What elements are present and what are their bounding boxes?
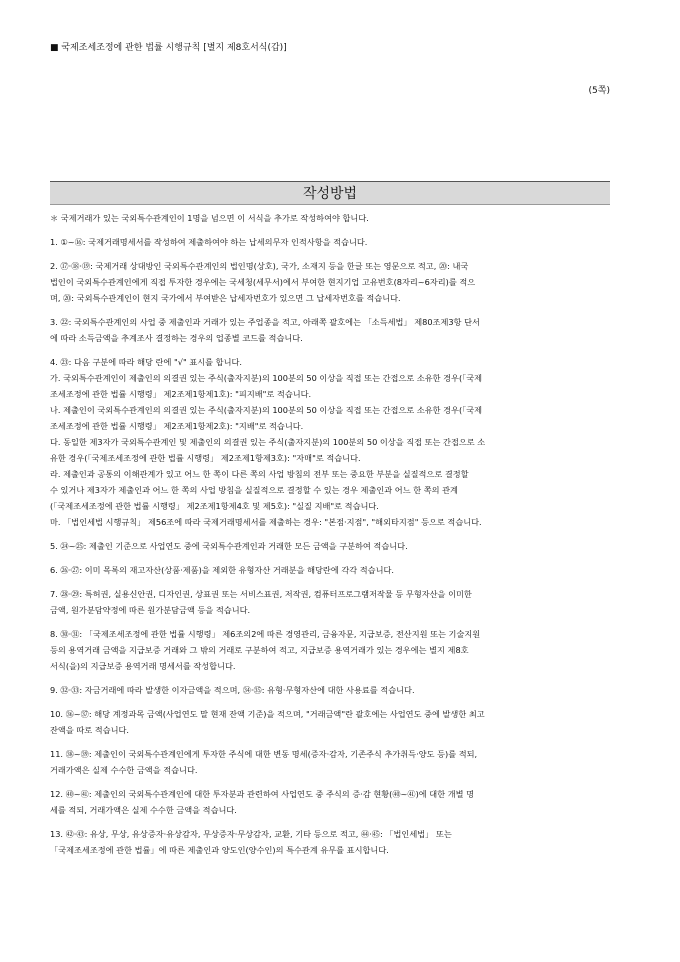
- form-header: ■ 국제조세조정에 관한 법률 시행규칙 [별지 제8호서식(갑)]: [50, 43, 287, 53]
- section-title: 작성방법: [302, 186, 358, 202]
- instruction-line: 13. ㊷·㊸: 유상, 무상, 유상증자·유상감자, 무상증자·무상감자, 교환, 기타 등으로 적고, ㊹·㊺: 「법인세법」 또는: [50, 829, 452, 839]
- instruction-line: 거래가액은 실제 수수한 금액을 적습니다.: [50, 765, 198, 775]
- instruction-item: [50, 682, 605, 698]
- instruction-line: 수 있거나 제3자가 제출인과 어느 한 쪽의 사업 방침을 실질적으로 결정할 수 있는 경우 제출인과 어느 한 쪽의 관계: [50, 485, 458, 495]
- instruction-line: 며, ⑳: 국외특수관계인이 현지 국가에서 부여받은 납세자번호가 있으면 그 납세자번호를 적습니다.: [50, 293, 401, 303]
- instruction-line: 잔액을 따로 적습니다.: [50, 725, 129, 735]
- instruction-line: 4. ㉓: 다음 구분에 따라 해당 란에 "√" 표시를 합니다.: [50, 357, 242, 367]
- instruction-line: (「국제조세조정에 관한 법률 시행령」 제2조제1항제4호 및 제5호): "실질 지배"로 적습니다.: [50, 501, 379, 511]
- instruction-line: 라. 제출인과 공통의 이해관계가 있고 어느 한 쪽이 다른 쪽의 사업 방침의 전부 또는 중요한 부분을 실질적으로 결정할: [50, 469, 469, 479]
- instruction-line: 등의 용역거래 금액을 지급보증 거래와 그 밖의 거래로 구분하여 적고, 지급보증 용역거래가 있는 경우에는 별지 제8호: [50, 645, 469, 655]
- instruction-item: [50, 354, 605, 530]
- page-number: (5쪽): [588, 86, 610, 96]
- instructions-body: [50, 210, 605, 858]
- instruction-line: 나. 제출인이 국외특수관계인의 의결권 있는 주식(출자지분)의 100분의 50 이상을 직접 또는 간접으로 소유한 경우(「국제: [50, 405, 483, 415]
- instruction-line: 가. 국외특수관계인이 제출인의 의결권 있는 주식(출자지분)의 100분의 50 이상을 직접 또는 간접으로 소유한 경우(「국제: [50, 373, 483, 383]
- instruction-item: [50, 258, 605, 306]
- instruction-item: [50, 234, 605, 250]
- instruction-item: [50, 626, 605, 674]
- instruction-line: 11. ㊳~㊴: 제출인이 국외특수관계인에게 투자한 주식에 대한 변동 명세(증자·감자, 기존주식 추가취득·양도 등)를 적되,: [50, 749, 478, 759]
- instruction-item: [50, 210, 605, 226]
- instruction-line: 「국제조세조정에 관한 법률」에 따른 제출인과 양도인(양수인)의 특수관계 유무를 표시합니다.: [50, 845, 389, 855]
- instruction-line: 7. ㉘·㉙: 특허권, 실용신안권, 디자인권, 상표권 또는 서비스표권, 저작권, 컴퓨터프로그램저작물 등 무형자산을 이미한: [50, 589, 472, 599]
- instruction-item: [50, 586, 605, 618]
- instruction-item: [50, 826, 605, 858]
- instruction-line: 마. 「법인세법 시행규칙」 제56조에 따라 국제거래명세서를 제출하는 경우: "본점·지점", "해외타지점" 등으로 적습니다.: [50, 517, 482, 527]
- instruction-item: [50, 706, 605, 738]
- instruction-line: 3. ㉒: 국외특수관계인의 사업 중 제출인과 거래가 있는 주업종을 적고, 아래쪽 괄호에는 「소득세법」 제80조제3항 단서: [50, 317, 480, 327]
- instruction-line: ＊ 국제거래가 있는 국외특수관계인이 1명을 넘으면 이 서식을 추가로 작성하여야 합니다.: [50, 213, 369, 223]
- instruction-line: 10. ㊱~㊲: 해당 계정과목 금액(사업연도 말 현재 잔액 기준)을 적으며, "거래금액"란 괄호에는 사업연도 중에 발생한 최고: [50, 709, 485, 719]
- instruction-line: 서식(을)의 지급보증 용역거래 명세서를 작성합니다.: [50, 661, 236, 671]
- instruction-item: [50, 538, 605, 554]
- instruction-line: 1. ①~⑯: 국제거래명세서를 작성하여 제출하여야 하는 납세의무자 인적사항을 적습니다.: [50, 237, 368, 247]
- instruction-item: [50, 562, 605, 578]
- instruction-item: [50, 746, 605, 778]
- section-title-bar: [50, 181, 610, 205]
- instruction-line: 6. ㉖·㉗: 이미 목록의 재고자산(상품·제품)을 제외한 유형자산 거래분을 해당란에 각각 적습니다.: [50, 565, 394, 575]
- instruction-line: 2. ⑰·⑱·⑲: 국제거래 상대방인 국외특수관계인의 법인명(상호), 국가, 소재지 등을 한글 또는 영문으로 적고, ⑳: 내국: [50, 261, 469, 271]
- instruction-line: 에 따라 소득금액을 추계조사 결정하는 경우의 업종별 코드를 적습니다.: [50, 333, 303, 343]
- instruction-line: 다. 동일한 제3자가 국외특수관계인 및 제출인의 의결권 있는 주식(출자지분)의 100분의 50 이상을 직접 또는 간접으로 소: [50, 437, 486, 447]
- instruction-line: 9. ㉜·㉝: 자금거래에 따라 발생한 이자금액을 적으며, ㉞·㉟: 유형·무형자산에 대한 사용료를 적습니다.: [50, 685, 415, 695]
- instruction-item: [50, 786, 605, 818]
- instruction-line: 조세조정에 관한 법률 시행령」 제2조제1항제1호): "피지배"로 적습니다.: [50, 389, 312, 399]
- instruction-item: [50, 314, 605, 346]
- instruction-line: 법인이 국외특수관계인에게 직접 투자한 경우에는 국세청(세무서)에서 부여한 현지기업 고유번호(8자리~6자리)를 적으: [50, 277, 476, 287]
- instruction-line: 세를 적되, 거래가액은 실제 수수한 금액을 적습니다.: [50, 805, 237, 815]
- instruction-line: 12. ㊵~㊶: 제출인의 국외특수관계인에 대한 투자분과 관련하여 사업연도 중 주식의 증·감 현황(㊵~㊶)에 대한 개별 명: [50, 789, 475, 799]
- instruction-line: 유한 경우(「국제조세조정에 관한 법률 시행령」 제2조제1항제3호): "자매"로 적습니다.: [50, 453, 361, 463]
- instruction-line: 8. ㉚·㉛: 「국제조세조정에 관한 법률 시행령」 제6조의2에 따른 경영관리, 금융자문, 지급보증, 전산지원 또는 기술지원: [50, 629, 481, 639]
- instruction-line: 조세조정에 관한 법률 시행령」 제2조제1항제2호): "지배"로 적습니다.: [50, 421, 304, 431]
- instruction-line: 5. ㉔~㉕: 제출인 기준으로 사업연도 중에 국외특수관계인과 거래한 모든 금액을 구분하여 적습니다.: [50, 541, 408, 551]
- instruction-line: 금액, 원가분담약정에 따른 원가분담금액 등을 적습니다.: [50, 605, 251, 615]
